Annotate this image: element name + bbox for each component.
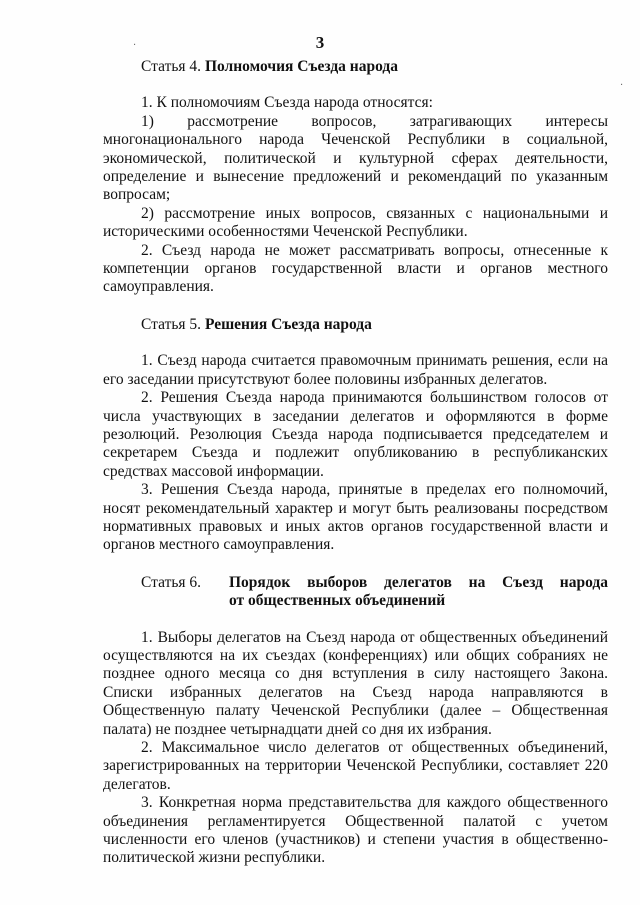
article-6-paragraph: 3. Конкретная норма представительства для каждого общественного объединения регламентируется Общественной палатой с учетом численности его членов (участников) и степени участия в общественно-политической жизни республики. [103, 794, 608, 867]
article-5-heading [103, 316, 608, 334]
article-4-paragraph: 2) рассмотрение иных вопросов, связанных с национальными и историческими особенностями Чеченской Республики. [103, 204, 608, 241]
article-5-paragraph: 2. Решения Съезда народа принимаются большинством голосов от числа участвующих в заседании делегатов и оформляются в форме резолюций. Резолюция Съезда народа подписывается председателем и секретарем Съезда и подлежит опубликованию в республиканских средствах массовой информации. [103, 389, 608, 480]
article-4-paragraph: 1) рассмотрение вопросов, затрагивающих интересы многонационального народа Чеченской Республики в социальной, экономической, политической и культурной сферах деятельности, определение и вынесение предложений и рекомендаций по указанным вопросам; [103, 112, 608, 204]
article-6-title-word: на [468, 573, 486, 591]
article-6-paragraph: 1. Выборы делегатов на Съезд народа от общественных объединений осуществляются на их съездах (конференциях) или общих собраниях не позднее одного месяца со дня вступления в силу настоящего Закона. Списки избранных делегатов на Съезд народа направляются в Общественную палату Чеченской Республики (далее – Общественная палата) не позднее четырнадцати дней со дня их избрания. [103, 628, 608, 738]
article-4-paragraph: 2. Съезд народа не может рассматривать вопросы, отнесенные к компетенции органов государственной власти и органов местного самоуправления. [103, 241, 608, 296]
article-6-title [229, 574, 608, 592]
article-6-title-word: Порядок [229, 573, 291, 591]
article-6-paragraph: 2. Максимальное число делегатов от общественных объединений, зарегистрированных на территории Чеченской Республики, составляет 220 делегатов. [103, 739, 608, 793]
article-4-title: Полномочия Съезда народа [204, 58, 398, 75]
article-5-paragraph: 3. Решения Съезда народа, принятые в пределах его полномочий, носят рекомендательный характер и могут быть реализованы посредством нормативных правовых и иных актов органов государственной власти и органов местного самоуправления. [103, 481, 608, 554]
article-6-label: Статья 6. [141, 573, 202, 591]
article-4-paragraph: 1. К полномочиям Съезда народа относятся: [141, 94, 433, 112]
page-number: 3 [315, 33, 325, 52]
article-6-title-word: выборов [307, 573, 368, 591]
document-body [103, 58, 608, 868]
article-6-title-word: Съезд [502, 573, 544, 591]
scan-speck: · [620, 80, 624, 91]
article-6-heading [103, 574, 608, 592]
article-5-paragraph: 1. Съезд народа считается правомочным принимать решения, если на его заседании присутствуют более половины избранных делегатов. [103, 352, 608, 388]
article-6-title-word: делегатов [384, 573, 452, 591]
scan-speck: · [133, 40, 137, 51]
article-4-heading [103, 58, 608, 76]
article-4-label: Статья 4. [141, 58, 202, 75]
article-5-label: Статья 5. [141, 315, 202, 333]
article-5-title: Решения Съезда народа [204, 315, 372, 333]
article-6-title-continuation: от общественных объединений [229, 592, 446, 610]
article-6-title-word: народа [559, 573, 608, 591]
